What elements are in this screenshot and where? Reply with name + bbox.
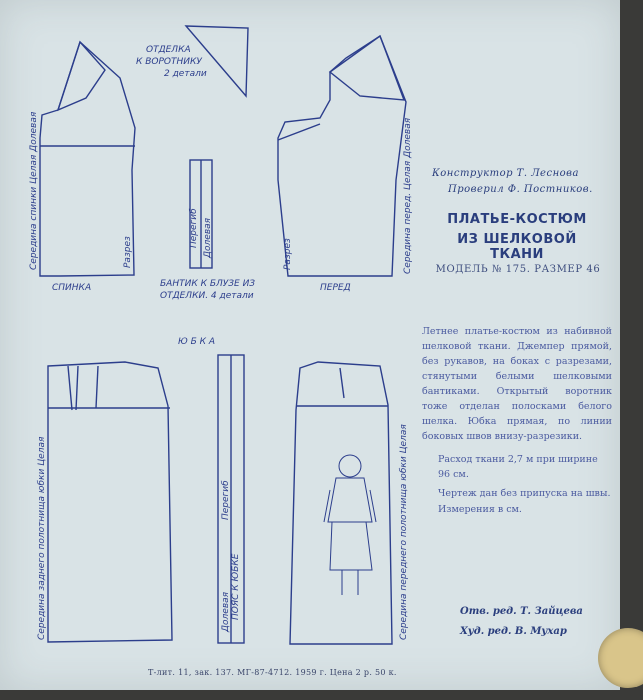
model-size: МОДЕЛЬ № 175. РАЗМЕР 46 xyxy=(435,264,601,275)
model-figure-sketch xyxy=(324,455,376,595)
art-editor: Худ. ред. В. Мухар xyxy=(460,626,567,637)
front-razrez-label: Разрез xyxy=(283,238,293,270)
back-skirt-outline xyxy=(48,362,172,642)
skirt-back-center-label: Середина заднего полотнища юбки Целая xyxy=(37,436,47,640)
units-note: Измерения в см. xyxy=(438,504,522,515)
front-center-label: Середина перед. Целая Долевая xyxy=(403,117,413,274)
pattern-labels xyxy=(29,45,413,640)
collar-trim-label: ОТДЕЛКА xyxy=(146,45,191,55)
back-razrez-label: Разрез xyxy=(123,236,133,268)
front-skirt-outline xyxy=(290,362,392,644)
belt-pereg-label: Перегиб xyxy=(221,480,231,520)
belt-label: ПОЯС К ЮБКЕ xyxy=(231,553,241,620)
back-center-label: Середина спинки Целая Долевая xyxy=(29,111,39,270)
imprint-line: Т-лит. 11, зак. 137. МГ-87-4712. 1959 г. Цена 2 р. 50 к. xyxy=(148,668,397,677)
back-label: СПИНКА xyxy=(52,283,92,293)
checked-credit: Проверил Ф. Постников. xyxy=(448,184,593,195)
back-bodice-outline xyxy=(40,42,135,276)
page-title: ПЛАТЬЕ-КОСТЮМ xyxy=(447,212,587,227)
constructor-credit: Конструктор Т. Леснова xyxy=(432,168,579,179)
skirt-label: Ю Б К А xyxy=(178,337,216,347)
belt-dolevaya-label: Долевая xyxy=(221,591,231,632)
bow-pereg-label: Перегиб xyxy=(189,208,199,248)
back-collar xyxy=(58,42,105,110)
seam-note: Чертеж дан без припуска на швы. xyxy=(438,488,611,499)
collar-trim-label: К ВОРОТНИКУ xyxy=(136,57,202,67)
front-label: ПЕРЕД xyxy=(320,283,351,293)
skirt-front-center-label: Середина переднего полотнища юбки Целая xyxy=(399,424,409,640)
front-bodice-outline xyxy=(278,36,406,276)
page-subtitle: ИЗ ШЕЛКОВОЙ ТКАНИ xyxy=(457,232,577,262)
bow-dolevaya-label: Долевая xyxy=(203,217,213,258)
description-text: Летнее платье-костюм из набивной шелковой ткани. Джемпер прямой, без рукавов, на боках с разрезами, стянутыми белыми шелковыми бантиками. Открытый воротник тоже отделан полосками белого шелка. Юбка прямая, по линии боковых швов внизу-разрезики. xyxy=(422,326,612,442)
fabric-consumption: Расход ткани 2,7 м при ширине 96 см. xyxy=(438,454,598,480)
collar-trim-label: 2 детали xyxy=(164,69,207,79)
bow-label: ОТДЕЛКИ. 4 детали xyxy=(160,291,254,301)
responsible-editor: Отв. ред. Т. Зайцева xyxy=(460,606,583,617)
bow-label: БАНТИК К БЛУЗЕ ИЗ xyxy=(160,279,256,289)
